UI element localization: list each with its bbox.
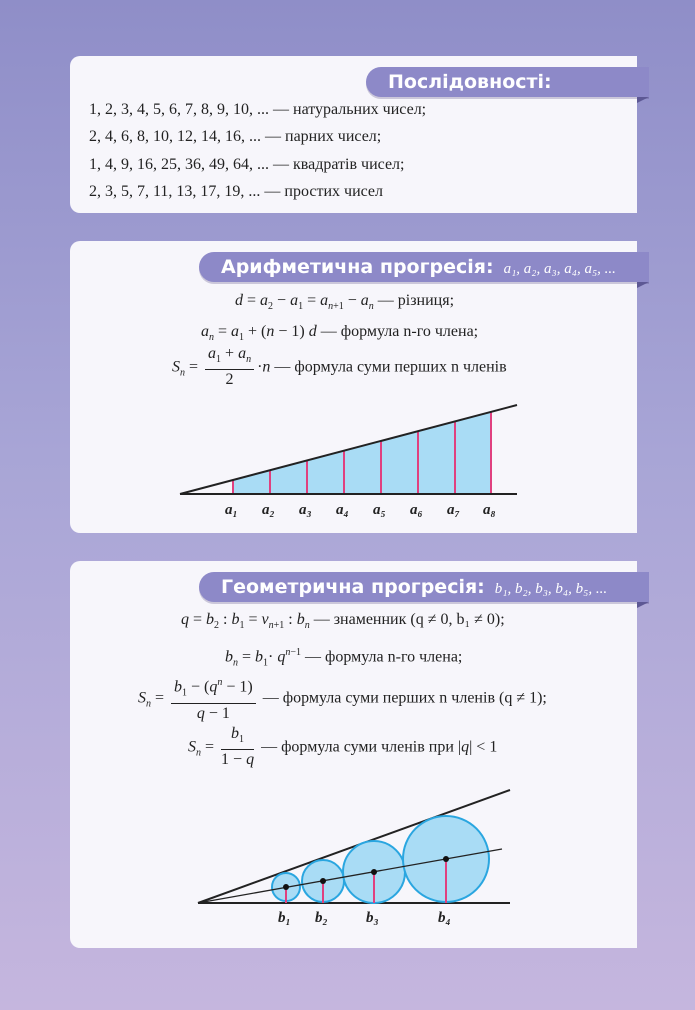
sequences-banner	[366, 67, 649, 97]
geo-infinite-sum-formula: $S_n$ = $\frac{b_1}{1 - q}$ — формула суми членів при |q| < 1	[188, 725, 498, 769]
sequence-even: 2, 4, 6, 8, 10, 12, 14, 16, ... — парних чисел;	[89, 128, 382, 145]
arith-label-1: a₁	[225, 502, 238, 518]
arith-label-6: a₆	[410, 502, 423, 518]
geo-center-dot-2	[320, 878, 326, 884]
arith-sum-formula: $S_n$ = $\frac{a_1 + a_n}{2}$ ·n — формула суми перших n членів	[172, 345, 507, 389]
geo-ratio-formula: $q = b_2$ : $b_1 = v_{n+1}$ : $b_n$ — знаменник (q ≠ 0, b₁ ≠ 0);	[181, 611, 505, 632]
arith-label-5: a₅	[373, 502, 386, 518]
geometric-card	[70, 561, 637, 948]
geo-center-dot-4	[443, 856, 449, 862]
geo-label-3: b₃	[366, 910, 379, 926]
sequences-card	[70, 56, 637, 213]
geometric-title: Геометрична прогресія:	[221, 576, 485, 598]
arith-nth-formula: $a_n = a_1 + (n - 1)$ d — формула n-го члена;	[201, 323, 479, 344]
geometric-diagram	[70, 561, 637, 948]
arith-label-8: a₈	[483, 502, 496, 518]
arith-fill	[233, 412, 491, 494]
sequence-squares: 1, 4, 9, 16, 25, 36, 49, 64, ... — квадратів чисел;	[89, 156, 405, 173]
geo-label-4: b₄	[438, 910, 451, 926]
sequence-natural: 1, 2, 3, 4, 5, 6, 7, 8, 9, 10, ... — натуральних чисел;	[89, 101, 427, 118]
arith-label-2: a₂	[262, 502, 275, 518]
geo-sum-formula: $S_n$ = $\frac{b_1 - (q^n - 1)}{q - 1}$ — формула суми перших n членів (q ≠ 1);	[138, 674, 547, 724]
sequence-primes: 2, 3, 5, 7, 11, 13, 17, 19, ... — простих чисел	[89, 183, 384, 200]
arith-difference-formula: $d = a_2 - a_1 = a_{n+1} - a_n$ — різниця;	[235, 292, 455, 313]
arith-label-4: a₄	[336, 502, 349, 518]
geo-center-dot-3	[371, 869, 377, 875]
arith-label-3: a₃	[299, 502, 312, 518]
geo-center-dot-1	[283, 884, 289, 890]
arithmetic-card	[70, 241, 637, 533]
arithmetic-title: Арифметична прогресія:	[221, 256, 494, 278]
arithmetic-diagram	[70, 241, 637, 533]
geo-label-1: b₁	[278, 910, 291, 926]
arithmetic-seq: a₁, a₂, a₃, a₄, a₅, ...	[503, 261, 616, 277]
sequences-title: Послідовності:	[388, 71, 552, 93]
arith-label-7: a₇	[447, 502, 460, 518]
geometric-seq: b₁, b₂, b₃, b₄, b₅, ...	[494, 581, 608, 597]
geo-nth-formula: $b_n = b_1\cdot q^{n-1}$ — формула n-го члена;	[225, 647, 463, 669]
geo-label-2: b₂	[315, 910, 328, 926]
